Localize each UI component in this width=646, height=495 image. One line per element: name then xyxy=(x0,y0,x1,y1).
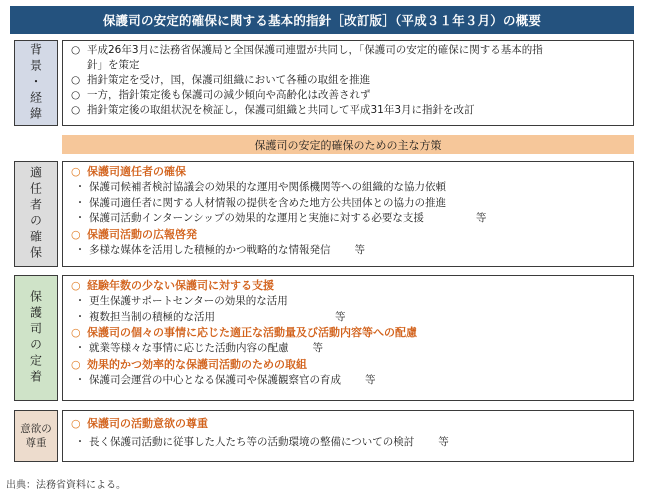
section-label-text: 保護司の定着 xyxy=(28,290,43,386)
measure-heading: ○ 保護司活動の広報啓発 xyxy=(71,227,197,241)
etc-label: 等 xyxy=(312,342,323,354)
list-item: ○ 平成26年3月に法務省保護局と全国保護司連盟が共同し，「保護司の安定的確保に関する基本的指 針」を策定 xyxy=(71,44,543,71)
measure-heading: ○ 経験年数の少ない保護司に対する支援 xyxy=(71,279,274,292)
list-item: ○ 一方，指針策定後も保護司の減少傾向や高齢化は改善されず xyxy=(71,89,371,101)
motivation-content xyxy=(62,410,634,462)
list-item: ・ 保護司適任者に関する人材情報の提供を含めた地方公共団体との協力の推進 xyxy=(74,196,446,209)
list-item: ・ 長く保護司活動に従事した人たち等の活動環境の整備についての検討 等 xyxy=(71,435,625,451)
section-label-motivation: 意欲の 尊重 xyxy=(14,410,58,462)
list-item: ・ 複数担当制の積極的な活用 等 xyxy=(71,310,625,326)
section-label-retention xyxy=(14,275,58,401)
list-item: ・ 就業等様々な事情に応じた活動内容の配慮 等 xyxy=(71,341,625,357)
section-label-recruitment xyxy=(14,161,58,267)
measure-heading: ○ 保護司の個々の事情に応じた適正な活動量及び活動内容等への配慮 xyxy=(71,326,417,339)
section-label-text: 適任者の確保 xyxy=(28,166,43,262)
measure-heading: ○ 保護司適任者の確保 xyxy=(71,165,186,178)
list-item: ・ 保護司活動インターンシップの効果的な運用と実施に対する必要な支援 等 xyxy=(71,211,625,227)
background-content xyxy=(62,40,634,126)
measure-heading: ○ 保護司の活動意欲の尊重 xyxy=(71,417,208,430)
etc-label: 等 xyxy=(475,212,487,224)
etc-label: 等 xyxy=(335,310,346,323)
list-item: ・ 多様な媒体を活用した積極的かつ戦略的な情報発信 等 xyxy=(71,243,625,259)
source-note: 出典：法務省資料による。 xyxy=(6,480,126,491)
list-item: ・ 更生保護サポートセンターの効果的な活用 xyxy=(74,295,288,307)
list-item: ・ 保護司会運営の中心となる保護司や保護観察官の育成 等 xyxy=(71,373,625,389)
list-item: ○ 指針策定を受け，国，保護司組織において各種の取組を推進 xyxy=(71,74,371,86)
section-label-background xyxy=(14,40,58,126)
section-label-text: 背景・経緯 xyxy=(28,43,43,123)
recruitment-content xyxy=(62,161,634,267)
list-item: ○ 指針策定後の取組状況を検証し，保護司組織と共同して平成31年3月に指針を改訂 xyxy=(71,104,475,116)
list-item: ・ 保護司候補者検討協議会の効果的な運用や関係機関等への組織的な協力依頼 xyxy=(74,181,446,193)
etc-label: 等 xyxy=(438,436,449,448)
page-title: 保護司の安定的確保に関する基本的指針［改訂版］（平成３１年３月）の概要 xyxy=(10,6,634,34)
measures-subtitle: 保護司の安定的確保のための主な方策 xyxy=(62,135,634,154)
etc-label: 等 xyxy=(365,373,376,386)
etc-label: 等 xyxy=(354,243,365,256)
retention-content xyxy=(62,275,634,401)
measure-heading: ○ 効果的かつ効率的な保護司活動のための取組 xyxy=(71,357,307,371)
